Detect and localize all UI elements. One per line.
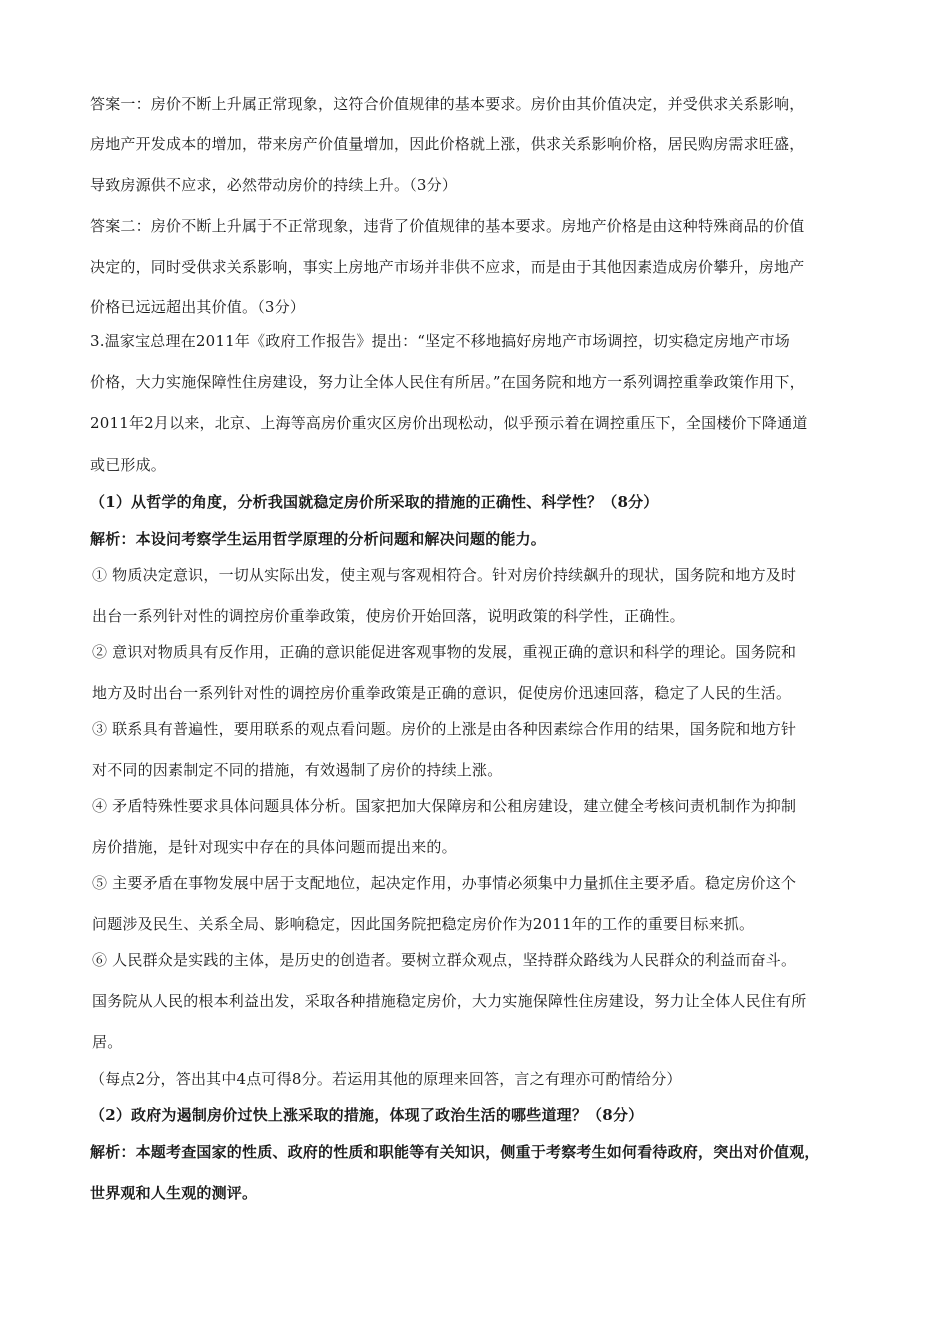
sub1-point-line-5: ③ 联系具有普遍性，要用联系的观点看问题。房价的上涨是由各种因素综合作用的结果，国务院和地方针 (92, 720, 797, 738)
answer-one-line-2: 房地产开发成本的增加，带来房产价值量增加，因此价格就上涨，供求关系影响价格，居民购房需求旺盛， (90, 135, 805, 153)
sub1-point-line-4: 地方及时出台一系列针对性的调控房价重拳政策是正确的意识，促使房价迅速回落，稳定了人民的生活。 (92, 684, 792, 702)
sub1-point-line-1: ① 物质决定意识，一切从实际出发，使主观与客观相符合。针对房价持续飙升的现状，国务院和地方及时 (92, 566, 797, 584)
sub1-point-line-2: 出台一系列针对性的调控房价重拳政策，使房价开始回落，说明政策的科学性，正确性。 (92, 607, 685, 625)
sub1-point-line-12: 国务院从人民的根本利益出发，采取各种措施稳定房价，大力实施保障性住房建设，努力让全体人民住有所 (92, 992, 807, 1010)
sub1-point-line-13: 居。 (92, 1033, 123, 1051)
sub1-point-line-9: ⑤ 主要矛盾在事物发展中居于支配地位，起决定作用，办事情必须集中力量抓住主要矛盾。稳定房价这个 (92, 874, 797, 892)
answer-two-line-3: 价格已远远超出其价值。（3分） (90, 298, 306, 316)
sub1-point-line-11: ⑥ 人民群众是实践的主体，是历史的创造者。要树立群众观点，坚持群众路线为人民群众的利益而奋斗。 (92, 951, 797, 969)
question3-line-3: 2011年2月以来，北京、上海等高房价重灾区房价出现松动，似乎预示着在调控重压下，全国楼价下降通道 (90, 414, 808, 432)
question3-line-1: 3.温家宝总理在2011年《政府工作报告》提出：“坚定不移地搞好房地产市场调控，切实稳定房地产市场 (90, 332, 790, 350)
sub1-analysis: 解析：本设问考察学生运用哲学原理的分析问题和解决问题的能力。 (90, 530, 547, 548)
sub1-scoring-note: （每点2分，答出其中4点可得8分。若运用其他的原理来回答，言之有理亦可酌情给分） (90, 1070, 682, 1088)
sub1-point-line-8: 房价措施，是针对现实中存在的具体问题而提出来的。 (92, 838, 457, 856)
answer-one-line-1: 答案一：房价不断上升属正常现象，这符合价值规律的基本要求。房价由其价值决定，并受供求关系影响， (90, 95, 805, 113)
question3-line-2: 价格，大力实施保障性住房建设，努力让全体人民住有所居。”在国务院和地方一系列调控重拳政策作用下， (90, 373, 805, 391)
sub2-question: （2）政府为遏制房价过快上涨采取的措施，体现了政治生活的哪些道理？（8分） (90, 1106, 644, 1124)
answer-two-line-2: 决定的，同时受供求关系影响，事实上房地产市场并非供不应求，而是由于其他因素造成房价攀升，房地产 (90, 258, 805, 276)
sub1-question: （1）从哲学的角度，分析我国就稳定房价所采取的措施的正确性、科学性？（8分） (90, 493, 659, 511)
sub1-point-line-10: 问题涉及民生、关系全局、影响稳定，因此国务院把稳定房价作为2011年的工作的重要目标来抓。 (92, 915, 755, 933)
sub1-point-line-3: ② 意识对物质具有反作用，正确的意识能促进客观事物的发展，重视正确的意识和科学的理论。国务院和 (92, 643, 797, 661)
sub2-analysis-line-1: 解析：本题考查国家的性质、政府的性质和职能等有关知识，侧重于考察考生如何看待政府，突出对价值观， (90, 1143, 820, 1161)
question3-line-4: 或已形成。 (90, 456, 167, 474)
sub1-point-line-7: ④ 矛盾特殊性要求具体问题具体分析。国家把加大保障房和公租房建设，建立健全考核问责机制作为抑制 (92, 797, 797, 815)
sub1-point-line-6: 对不同的因素制定不同的措施，有效遏制了房价的持续上涨。 (92, 761, 503, 779)
answer-one-line-3: 导致房源供不应求，必然带动房价的持续上升。（3分） (90, 176, 458, 194)
sub2-analysis-line-2: 世界观和人生观的测评。 (90, 1184, 258, 1202)
answer-two-line-1: 答案二：房价不断上升属于不正常现象，违背了价值规律的基本要求。房地产价格是由这种特殊商品的价值 (90, 217, 805, 235)
